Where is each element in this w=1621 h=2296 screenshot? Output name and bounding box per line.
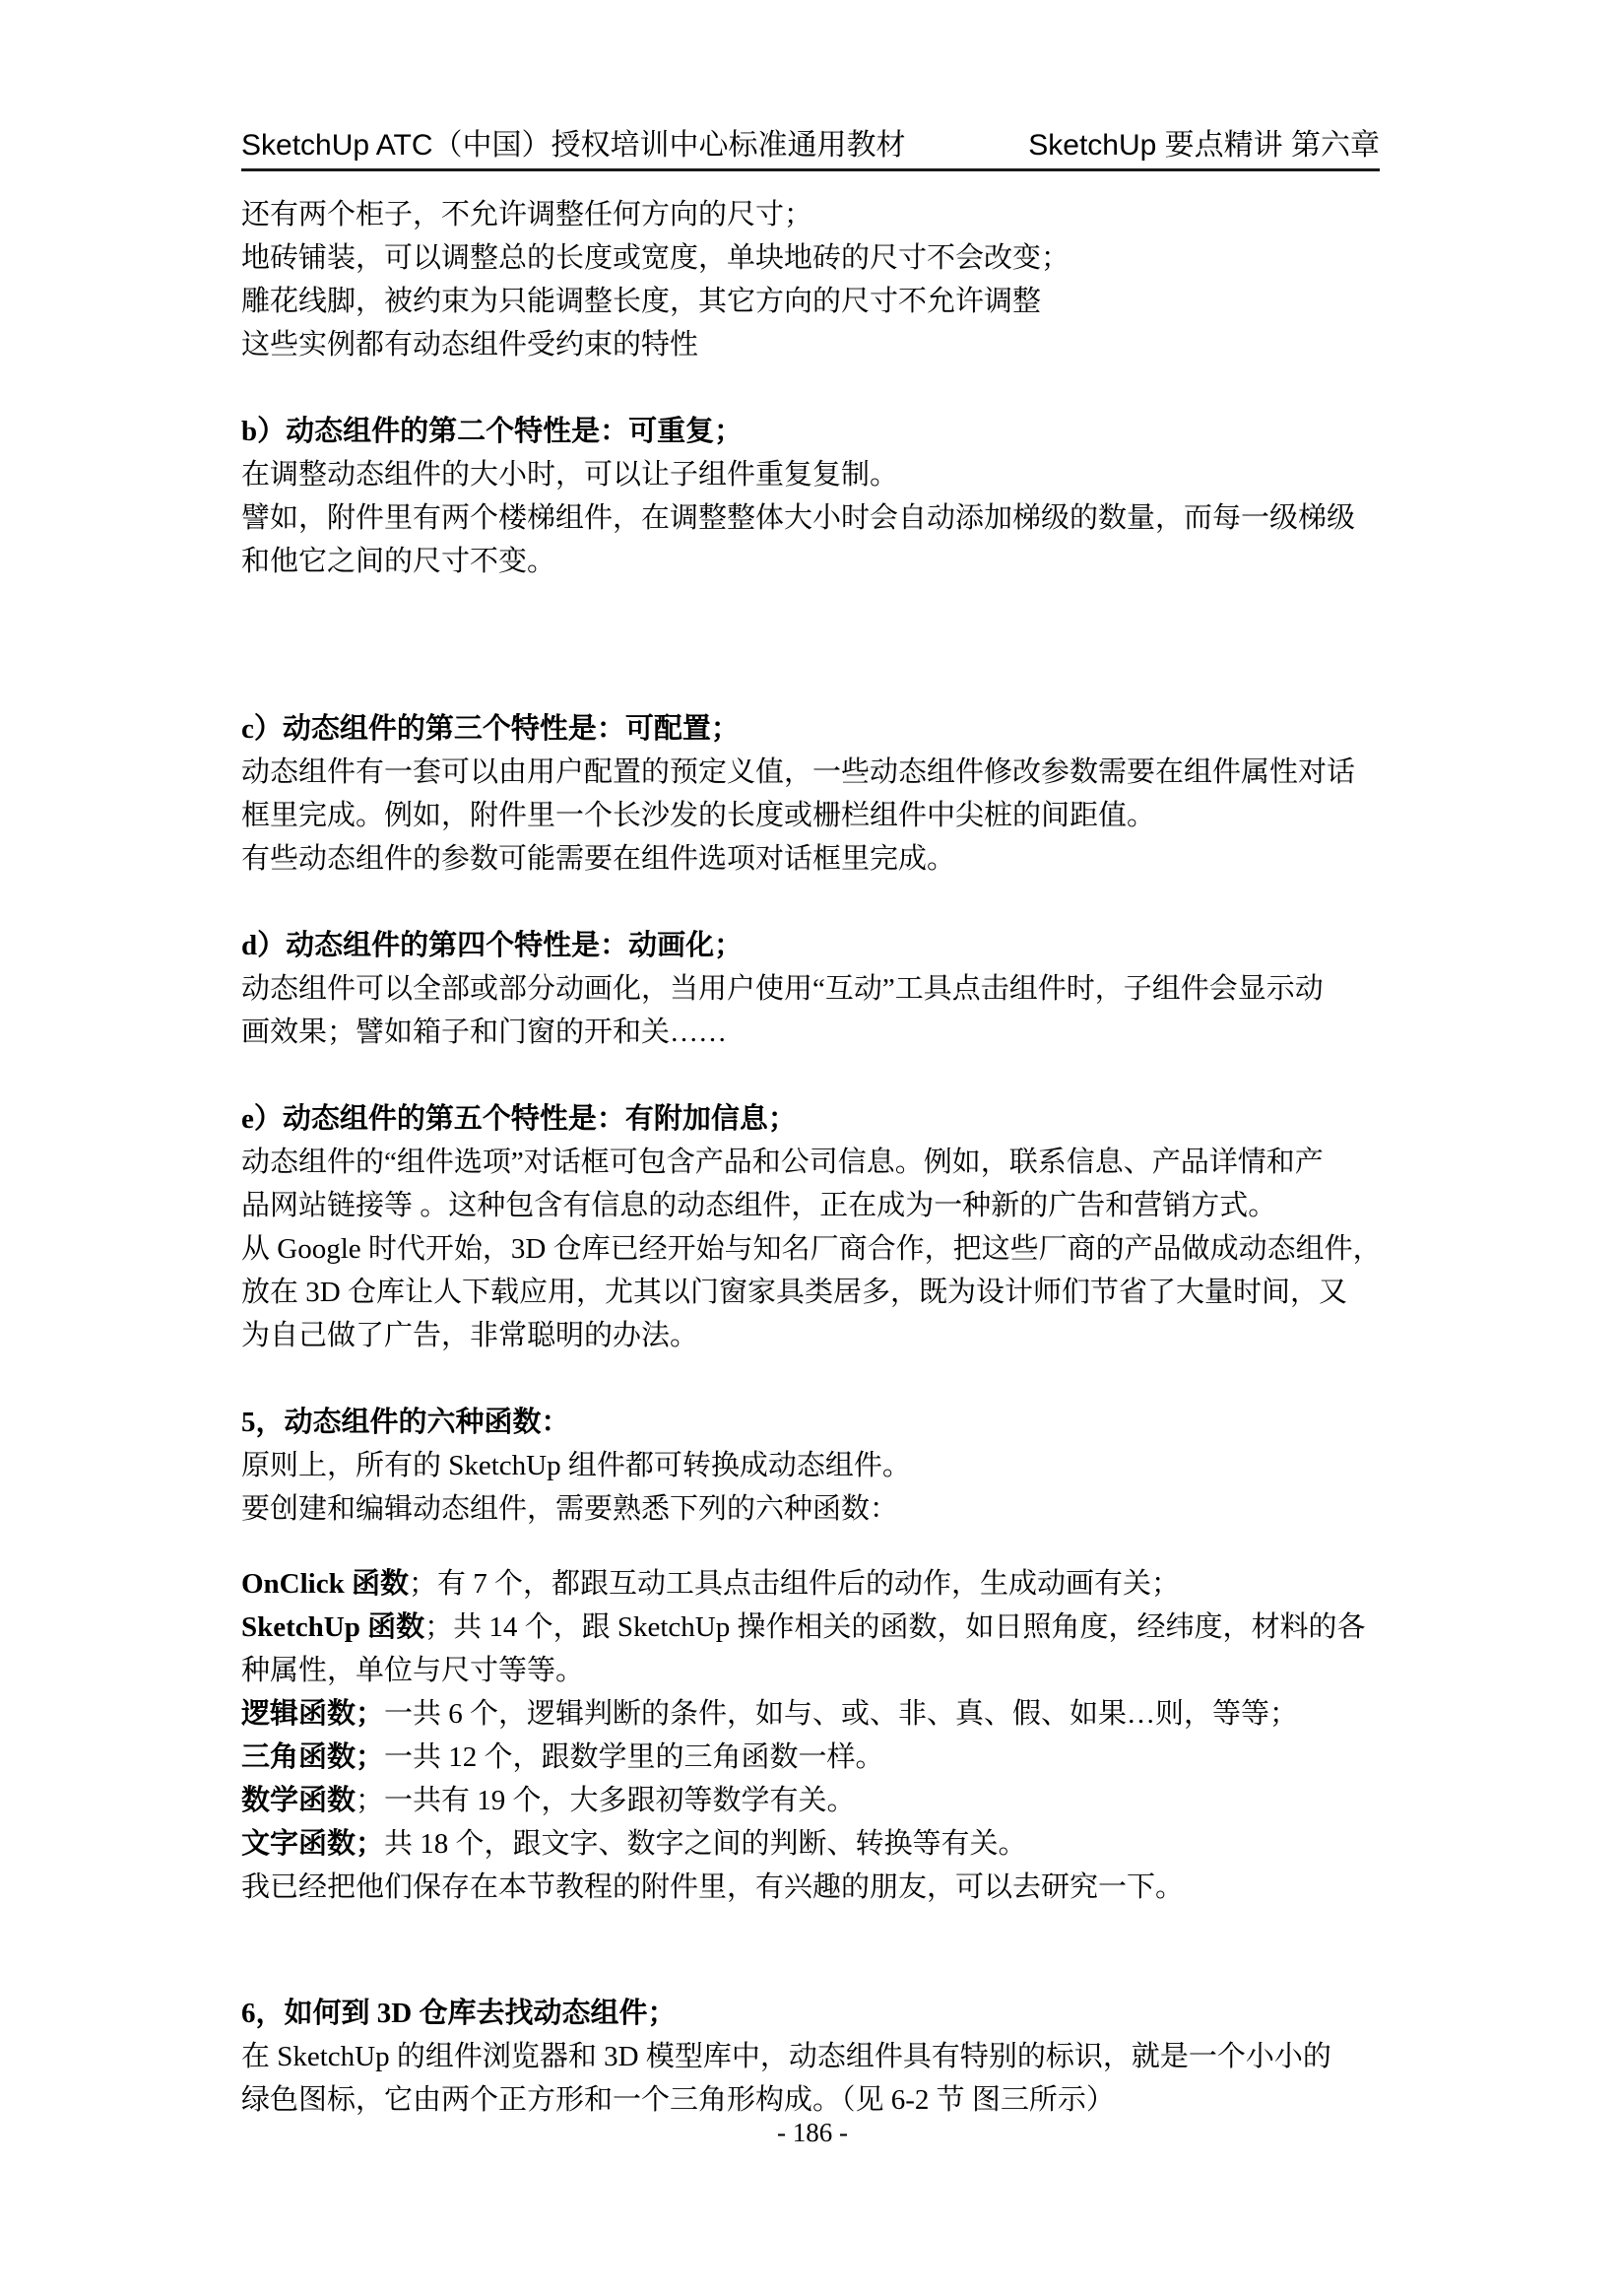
line-text: 雕花线脚，被约束为只能调整长度，其它方向的尺寸不允许调整 <box>241 286 1042 317</box>
text-line <box>241 453 1384 496</box>
line-text: 一共 6 个，逻辑判断的条件，如与、或、非、真、假、如果…则，等等； <box>384 1698 1299 1730</box>
text-line <box>241 1822 1384 1866</box>
line-text: 6，如何到 3D 仓库去找动态组件； <box>241 1998 677 2029</box>
line-text: 动态组件的“组件选项”对话框可包含产品和公司信息。例如，联系信息、产品详情和产 <box>241 1147 1324 1178</box>
page-body <box>241 193 1384 2122</box>
text-line <box>241 1444 1384 1487</box>
line-text: 共 18 个，跟文字、数字之间的判断、转换等有关。 <box>384 1828 1027 1860</box>
line-text: 放在 3D 仓库让人下载应用，尤其以门窗家具类居多，既为设计师们节省了大量时间，又 <box>241 1277 1347 1308</box>
text-line <box>241 1011 1384 1054</box>
heading-line <box>241 410 1384 453</box>
page-number: - 186 - <box>777 2118 848 2147</box>
line-text: 种属性，单位与尺寸等等。 <box>241 1655 585 1686</box>
text-line <box>241 2035 1384 2078</box>
text-line <box>241 1779 1384 1822</box>
line-text: 在调整动态组件的大小时，可以让子组件重复复制。 <box>241 459 899 491</box>
heading-line <box>241 924 1384 967</box>
text-line <box>241 1736 1384 1779</box>
line-text: 我已经把他们保存在本节教程的附件里，有兴趣的朋友，可以去研究一下。 <box>241 1871 1185 1903</box>
section-c <box>241 707 1384 881</box>
text-line <box>241 1271 1384 1314</box>
text-line <box>241 751 1384 794</box>
line-text: 原则上，所有的 SketchUp 组件都可转换成动态组件。 <box>241 1450 911 1481</box>
paragraph-intro <box>241 193 1384 366</box>
text-line <box>241 1141 1384 1184</box>
text-line <box>241 280 1384 323</box>
line-text: 为自己做了广告，非常聪明的办法。 <box>241 1320 699 1351</box>
line-text: 动态组件可以全部或部分动画化，当用户使用“互动”工具点击组件时，子组件会显示动 <box>241 973 1324 1005</box>
line-text: e）动态组件的第五个特性是：有附加信息； <box>241 1103 797 1135</box>
heading-line <box>241 1992 1384 2035</box>
line-text: 绿色图标，它由两个正方形和一个三角形构成。（见 6-2 节 图三所示） <box>241 2084 1115 2116</box>
heading-line <box>241 707 1384 751</box>
text-line <box>241 1562 1384 1606</box>
bold-lead: OnClick 函数 <box>241 1568 409 1600</box>
line-text: b）动态组件的第二个特性是：可重复； <box>241 416 744 447</box>
section-5 <box>241 1401 1384 1531</box>
text-line <box>241 1606 1384 1649</box>
line-text: 一共 12 个，跟数学里的三角函数一样。 <box>384 1741 884 1773</box>
header-right-title: SketchUp 要点精讲 第六章 <box>1028 129 1380 162</box>
text-line <box>241 794 1384 837</box>
text-line <box>241 496 1384 540</box>
line-text: 在 SketchUp 的组件浏览器和 3D 模型库中，动态组件具有特别的标识，就是一个小小的 <box>241 2041 1331 2072</box>
text-line <box>241 1314 1384 1357</box>
heading-line <box>241 1401 1384 1444</box>
header-left-title: SketchUp ATC（中国）授权培训中心标准通用教材 <box>241 129 906 162</box>
line-text: 这些实例都有动态组件受约束的特性 <box>241 329 699 361</box>
function-list <box>241 1562 1384 1909</box>
bold-lead: 逻辑函数； <box>241 1698 385 1730</box>
line-text: 画效果；譬如箱子和门窗的开和关…… <box>241 1017 728 1048</box>
bold-lead: SketchUp 函数 <box>241 1611 425 1643</box>
bold-lead: 文字函数； <box>241 1828 385 1860</box>
line-text: 有些动态组件的参数可能需要在组件选项对话框里完成。 <box>241 843 956 875</box>
line-text: c）动态组件的第三个特性是：可配置； <box>241 713 740 745</box>
line-text: 地砖铺装，可以调整总的长度或宽度，单块地砖的尺寸不会改变； <box>241 242 1070 274</box>
line-text: ；有 7 个，都跟互动工具点击组件后的动作，生成动画有关； <box>409 1568 1181 1600</box>
text-line <box>241 1184 1384 1227</box>
bold-lead: 三角函数； <box>241 1741 385 1773</box>
bold-lead: 数学函数 <box>241 1785 357 1816</box>
section-d <box>241 924 1384 1054</box>
line-text: 还有两个柜子，不允许调整任何方向的尺寸； <box>241 199 813 230</box>
section-e <box>241 1097 1384 1357</box>
text-line <box>241 193 1384 236</box>
text-line <box>241 1227 1384 1271</box>
section-b <box>241 410 1384 583</box>
line-text: 5，动态组件的六种函数： <box>241 1407 570 1438</box>
line-text: ；一共有 19 个，大多跟初等数学有关。 <box>356 1785 856 1816</box>
line-text: 譬如，附件里有两个楼梯组件，在调整整体大小时会自动添加梯级的数量，而每一级梯级 <box>241 502 1356 534</box>
page-footer <box>241 2113 1384 2152</box>
text-line <box>241 967 1384 1011</box>
line-text: ；共 14 个，跟 SketchUp 操作相关的函数，如日照角度，经纬度，材料的各 <box>424 1611 1366 1643</box>
line-text: 从 Google 时代开始，3D 仓库已经开始与知名厂商合作，把这些厂商的产品做成动态组件， <box>241 1233 1382 1265</box>
text-line <box>241 1487 1384 1531</box>
line-text: 动态组件有一套可以由用户配置的预定义值，一些动态组件修改参数需要在组件属性对话 <box>241 756 1356 788</box>
line-text: 框里完成。例如，附件里一个长沙发的长度或栅栏组件中尖桩的间距值。 <box>241 800 1156 831</box>
line-text: 和他它之间的尺寸不变。 <box>241 546 556 577</box>
text-line <box>241 236 1384 280</box>
text-line <box>241 1866 1384 1909</box>
line-text: 品网站链接等 。这种包含有信息的动态组件，正在成为一种新的广告和营销方式。 <box>241 1190 1277 1221</box>
text-line <box>241 1692 1384 1736</box>
text-line <box>241 323 1384 366</box>
page-header <box>241 120 1380 171</box>
line-text: d）动态组件的第四个特性是：动画化； <box>241 930 744 961</box>
text-line <box>241 837 1384 881</box>
line-text: 要创建和编辑动态组件，需要熟悉下列的六种函数： <box>241 1493 899 1525</box>
heading-line <box>241 1097 1384 1141</box>
text-line <box>241 1649 1384 1692</box>
section-6 <box>241 1992 1384 2122</box>
text-line <box>241 540 1384 583</box>
